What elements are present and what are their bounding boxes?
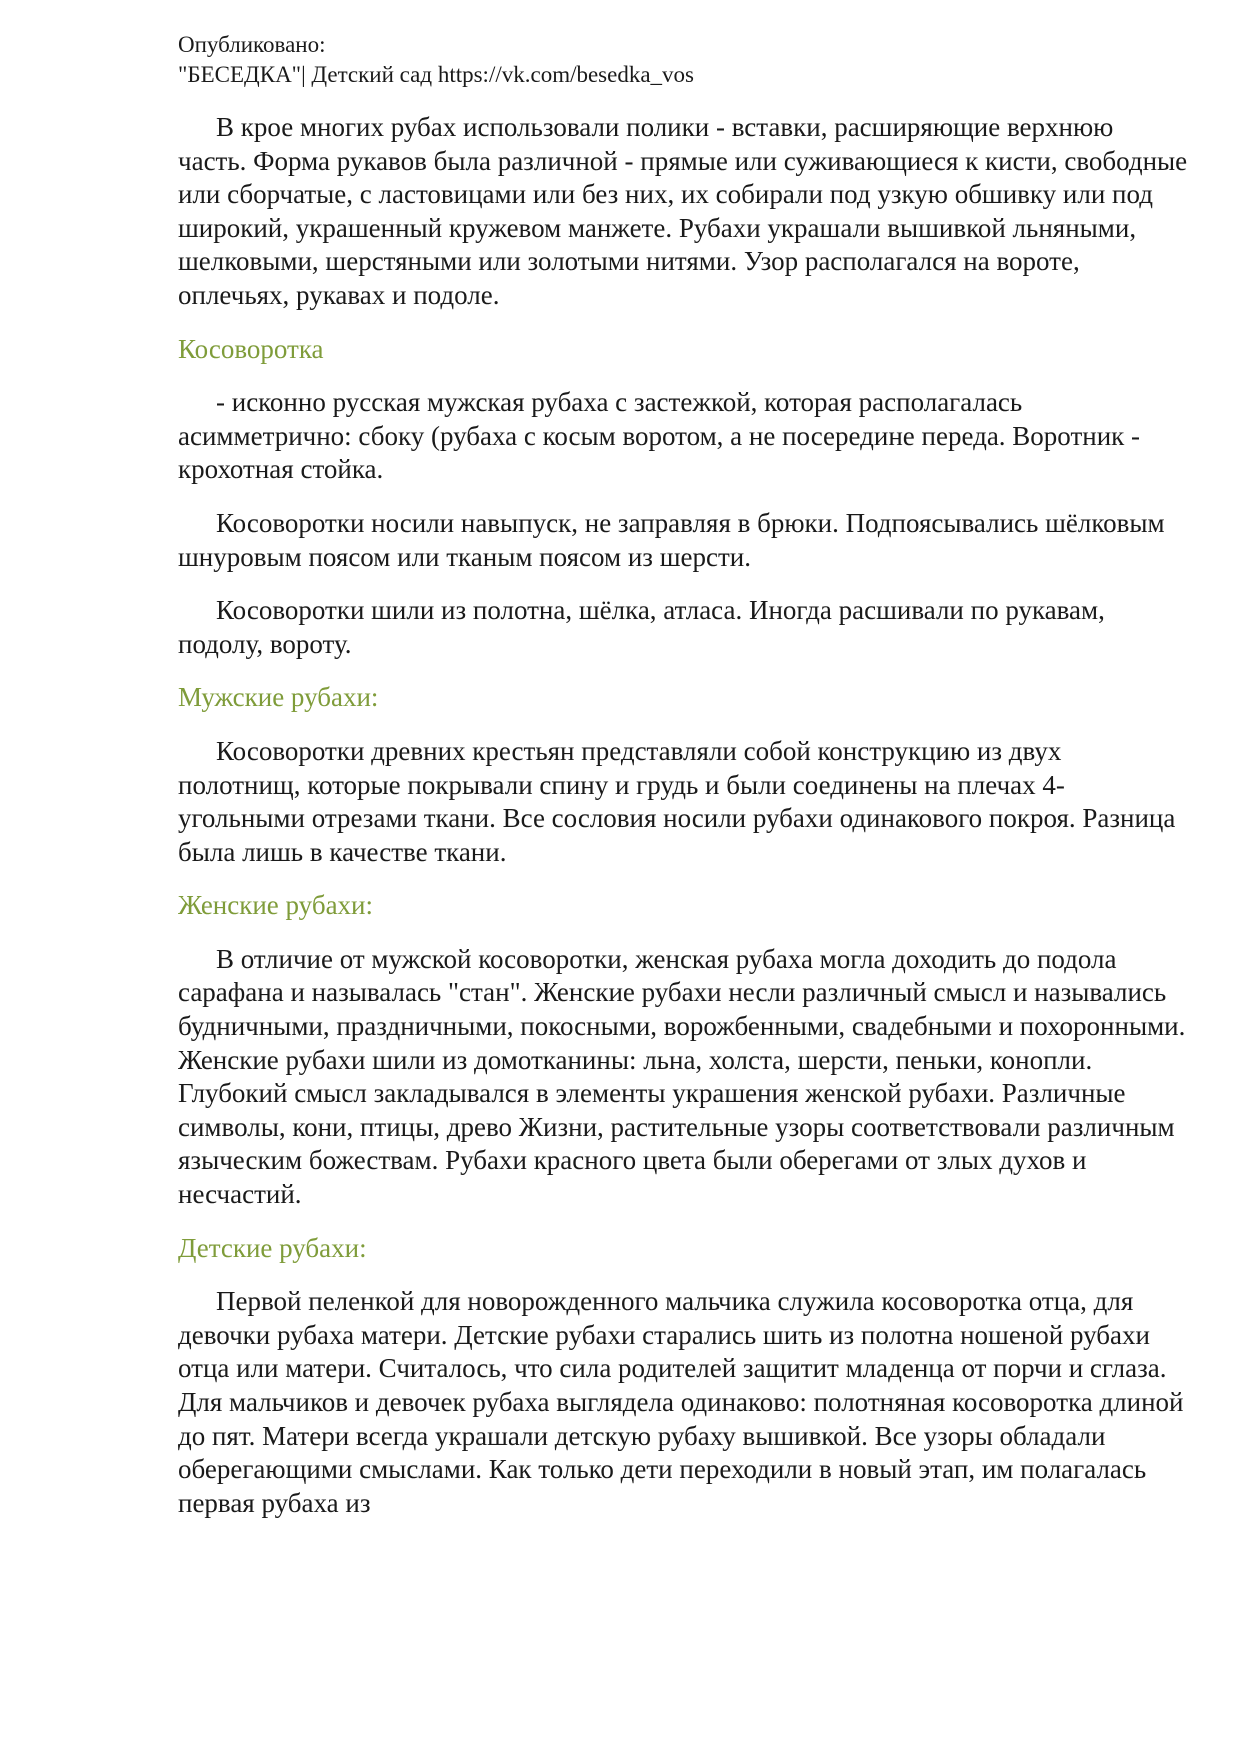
heading-kosovorotka: Косоворотка bbox=[178, 333, 324, 364]
children-shirts-paragraph: Первой пеленкой для новорожденного мальчика служила косоворотка отца, для девочки рубаха матери. Детские рубахи старались шить из полотна ношеной рубахи отца или матери. Считалось, что сила родителей защитит младенца от порчи и сглаза. Для мальчиков и девочек рубаха выглядела одинаково: полотняная косоворотка длиной до пят. Матери всегда украшали детскую рубаху вышивкой. Все узоры обладали оберегающими смыслами. Как только дети переходили в новый этап, им полагалась первая рубаха из bbox=[178, 1286, 1184, 1518]
source-line: "БЕСЕДКА"| Детский сад https://vk.com/besedka_vos bbox=[178, 62, 694, 87]
men-shirts-paragraph: Косоворотки древних крестьян представляли собой конструкцию из двух полотнищ, которые покрывали спину и грудь и были соединены на плечах 4-угольными отрезами ткани. Все сословия носили рубахи одинакового покроя. Разница была лишь в качестве ткани. bbox=[178, 735, 1176, 867]
heading-children-shirts: Детские рубахи: bbox=[178, 1232, 367, 1263]
kosovorotka-paragraph-2: Косоворотки носили навыпуск, не заправляя в брюки. Подпоясывались шёлковым шнуровым поясом или тканым поясом из шерсти. bbox=[178, 507, 1165, 572]
women-shirts-paragraph: В отличие от мужской косоворотки, женская рубаха могла доходить до подола сарафана и называлась "стан". Женские рубахи несли различный смысл и назывались будничными, праздничными, покосными, ворожбенными, свадебными и похоронными. Женские рубахи шили из домотканины: льна, холста, шерсти, пеньки, конопли. Глубокий смысл закладывался в элементы украшения женской рубахи. Различные символы, кони, птицы, древо Жизни, растительные узоры соответствовали различным языческим божествам. Рубахи красного цвета были оберегами от злых духов и несчастий. bbox=[178, 943, 1186, 1210]
published-label: Опубликовано: bbox=[178, 32, 326, 57]
publication-header bbox=[178, 30, 1188, 90]
document-page bbox=[178, 30, 1188, 1540]
heading-men-shirts: Мужские рубахи: bbox=[178, 682, 379, 713]
kosovorotka-paragraph-1: - исконно русская мужская рубаха с застежкой, которая располагалась асимметрично: сбоку (рубаха с косым воротом, а не посередине переда. Воротник - крохотная стойка. bbox=[178, 387, 1141, 485]
kosovorotka-paragraph-3: Косоворотки шили из полотна, шёлка, атласа. Иногда расшивали по рукавам, подолу, вороту. bbox=[178, 595, 1105, 659]
heading-women-shirts: Женские рубахи: bbox=[178, 890, 373, 921]
intro-paragraph: В крое многих рубах использовали полики - вставки, расширяющие верхнюю часть. Форма рукавов была различной - прямые или суживающиеся к кисти, свободные или сборчатые, с ластовицами или без них, их собирали под узкую обшивку или под широкий, украшенный кружевом манжете. Рубахи украшали вышивкой льняными, шелковыми, шерстяными или золотыми нитями. Узор располагался на вороте, оплечьях, рукавах и подоле. bbox=[178, 112, 1188, 310]
